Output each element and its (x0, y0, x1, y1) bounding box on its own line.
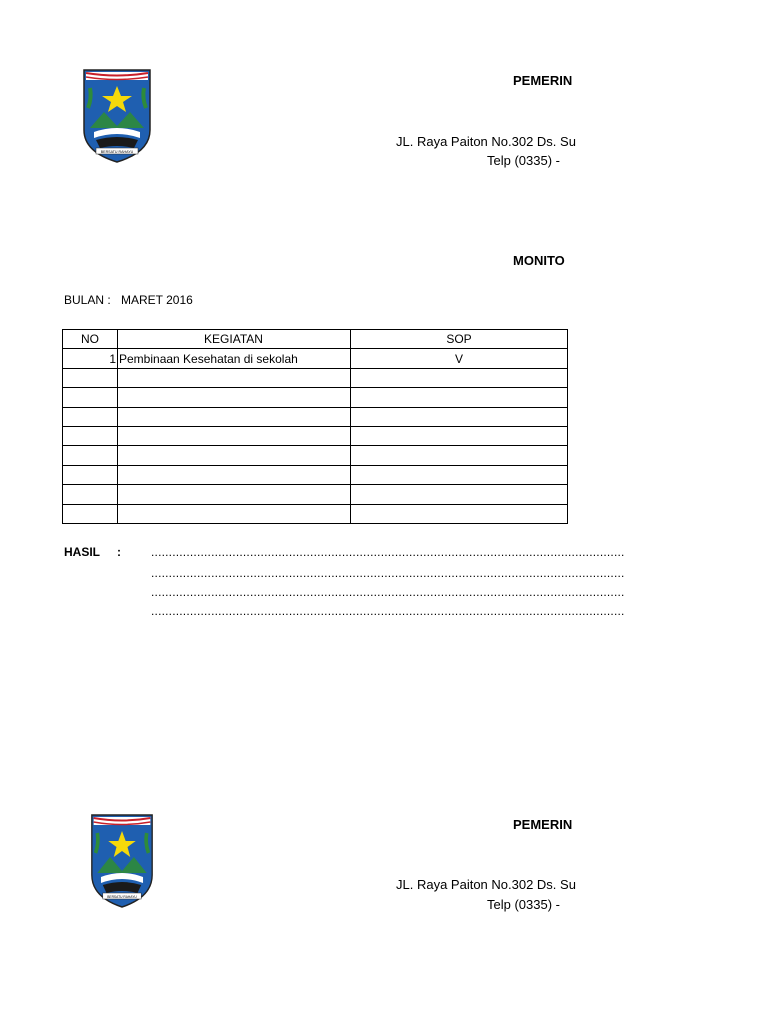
regency-emblem-logo (82, 68, 152, 164)
table-row (63, 504, 568, 523)
cell-no (63, 465, 118, 484)
cell-sop (351, 426, 568, 445)
cell-sop (351, 407, 568, 426)
cell-kegiatan (118, 368, 351, 387)
hasil-label: HASIL (64, 545, 100, 559)
column-header-sop: SOP (351, 330, 568, 349)
cell-sop (351, 504, 568, 523)
hasil-colon: : (117, 545, 121, 559)
hasil-line: ...................................................................................................................................... (151, 545, 625, 559)
report-title: MONITO (513, 253, 565, 268)
regency-emblem-logo (90, 813, 154, 909)
cell-no (63, 485, 118, 504)
header-phone: Telp (0335) - (487, 897, 560, 912)
hasil-line: ...................................................................................................................................... (151, 585, 625, 599)
header-phone: Telp (0335) - (487, 153, 560, 168)
cell-no (63, 388, 118, 407)
table-row (63, 368, 568, 387)
header-address: JL. Raya Paiton No.302 Ds. Su (396, 877, 576, 892)
cell-kegiatan (118, 388, 351, 407)
cell-no (63, 426, 118, 445)
header-address: JL. Raya Paiton No.302 Ds. Su (396, 134, 576, 149)
header-title: PEMERIN (513, 73, 573, 88)
cell-kegiatan: Pembinaan Kesehatan di sekolah (118, 349, 351, 368)
cell-sop (351, 465, 568, 484)
cell-kegiatan (118, 485, 351, 504)
emblem-motto-text: BERSATU RAHAYU (107, 894, 137, 900)
cell-sop (351, 446, 568, 465)
cell-sop (351, 485, 568, 504)
cell-sop (351, 388, 568, 407)
column-header-no: NO (63, 330, 118, 349)
table-header-row (63, 330, 568, 349)
table-row (63, 349, 568, 368)
cell-kegiatan (118, 465, 351, 484)
month-value: MARET 2016 (121, 293, 193, 307)
cell-no (63, 368, 118, 387)
table-row (63, 407, 568, 426)
table-row (63, 426, 568, 445)
table-row (63, 465, 568, 484)
cell-kegiatan (118, 446, 351, 465)
cell-no (63, 446, 118, 465)
activity-table (62, 329, 568, 524)
column-header-kegiatan: KEGIATAN (118, 330, 351, 349)
cell-no (63, 407, 118, 426)
cell-kegiatan (118, 426, 351, 445)
emblem-motto-text: BERSATU RAHAYU (100, 150, 134, 154)
table-row (63, 388, 568, 407)
cell-sop (351, 368, 568, 387)
table-row (63, 446, 568, 465)
cell-sop: V (351, 349, 568, 368)
month-label: BULAN : (64, 293, 111, 307)
cell-no: 1 (63, 349, 118, 368)
table-row (63, 485, 568, 504)
hasil-line: ...................................................................................................................................... (151, 566, 625, 580)
hasil-line: ...................................................................................................................................... (151, 604, 625, 618)
cell-no (63, 504, 118, 523)
header-title: PEMERIN (513, 817, 573, 832)
cell-kegiatan (118, 407, 351, 426)
cell-kegiatan (118, 504, 351, 523)
